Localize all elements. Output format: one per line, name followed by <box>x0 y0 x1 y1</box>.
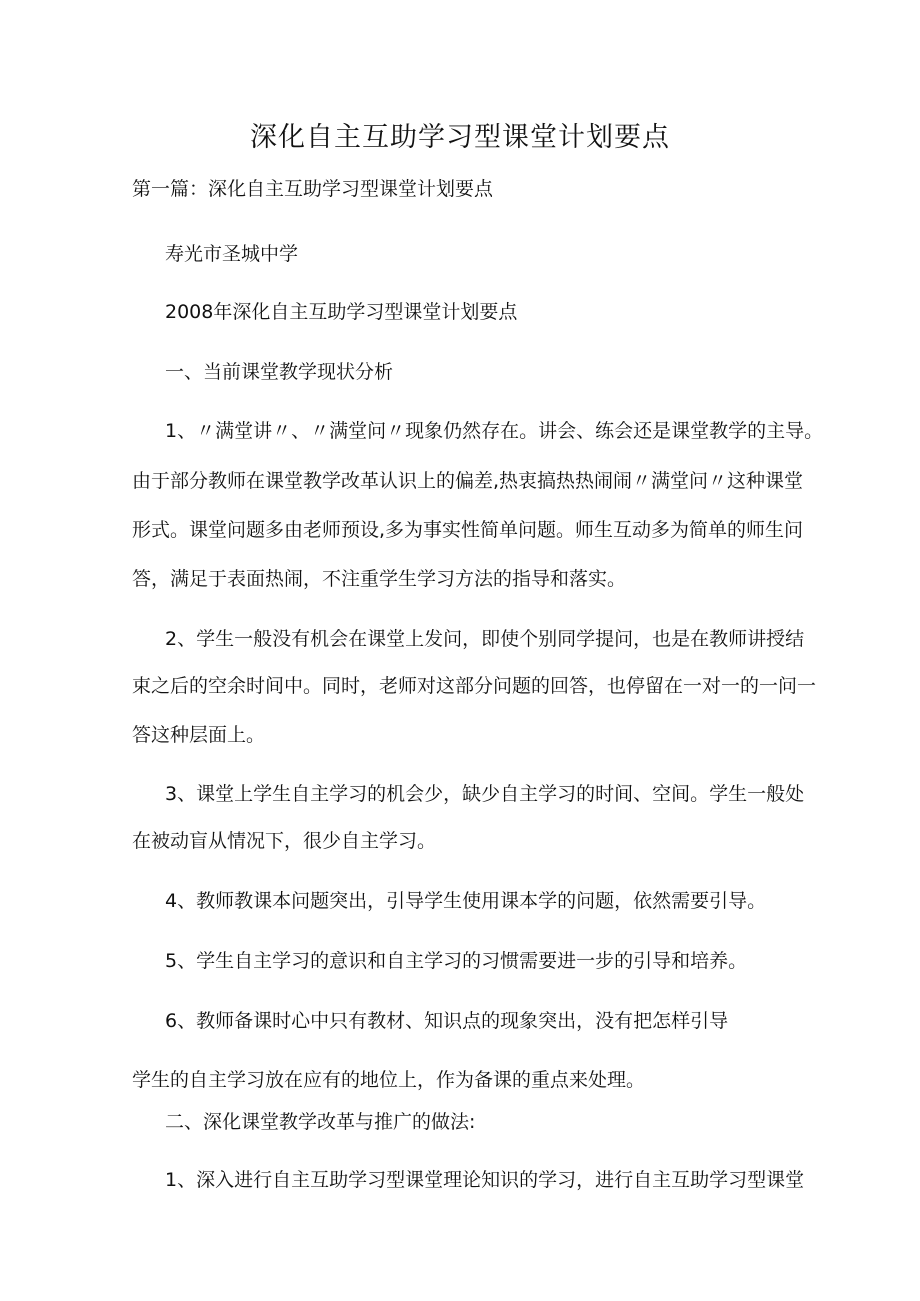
paragraph-1-line-4: 答，满足于表面热闹，不注重学生学习方法的指导和落实。 <box>132 568 627 590</box>
school-name: 寿光市圣城中学 <box>165 243 299 265</box>
document-title: 深化自主互助学习型课堂计划要点 <box>250 122 670 153</box>
paragraph-3-line-2: 在被动盲从情况下，很少自主学习。 <box>132 830 437 852</box>
paragraph-1-line-3: 形式。课堂问题多由老师预设,多为事实性简单问题。师生互动多为简单的师生问 <box>132 519 804 541</box>
section-1-heading: 一、当前课堂教学现状分析 <box>165 361 394 383</box>
paragraph-7-line-1: 1、深入进行自主互助学习型课堂理论知识的学习，进行自主互助学习型课堂 <box>165 1169 805 1191</box>
section-2-heading: 二、深化课堂教学改革与推广的做法: <box>165 1111 476 1133</box>
paragraph-2-line-3: 答这种层面上。 <box>132 724 266 746</box>
plan-heading: 2008年深化自主互助学习型课堂计划要点 <box>165 301 518 323</box>
paragraph-1-line-1: 1、〃满堂讲〃、〃满堂问〃现象仍然存在。讲会、练会还是课堂教学的主导。 <box>165 420 824 442</box>
paragraph-2-line-1: 2、学生一般没有机会在课堂上发问，即使个别同学提问，也是在教师讲授结 <box>165 628 805 650</box>
paragraph-5: 5、学生自主学习的意识和自主学习的习惯需要进一步的引导和培养。 <box>165 950 748 972</box>
paragraph-2-line-2: 束之后的空余时间中。同时，老师对这部分问题的回答，也停留在一对一的一问一 <box>132 675 817 697</box>
subtitle: 第一篇：深化自主互助学习型课堂计划要点 <box>132 178 494 200</box>
paragraph-3-line-1: 3、课堂上学生自主学习的机会少，缺少自主学习的时间、空间。学生一般处 <box>165 783 805 805</box>
paragraph-4: 4、教师教课本问题突出，引导学生使用课本学的问题，依然需要引导。 <box>165 890 767 912</box>
paragraph-6-line-1: 6、教师备课时心中只有教材、知识点的现象突出，没有把怎样引导 <box>165 1010 729 1032</box>
paragraph-6-line-2: 学生的自主学习放在应有的地位上，作为备课的重点来处理。 <box>132 1069 646 1091</box>
paragraph-1-line-2: 由于部分教师在课堂教学改革认识上的偏差,热衷搞热热闹闹〃满堂问〃这种课堂 <box>132 470 804 492</box>
